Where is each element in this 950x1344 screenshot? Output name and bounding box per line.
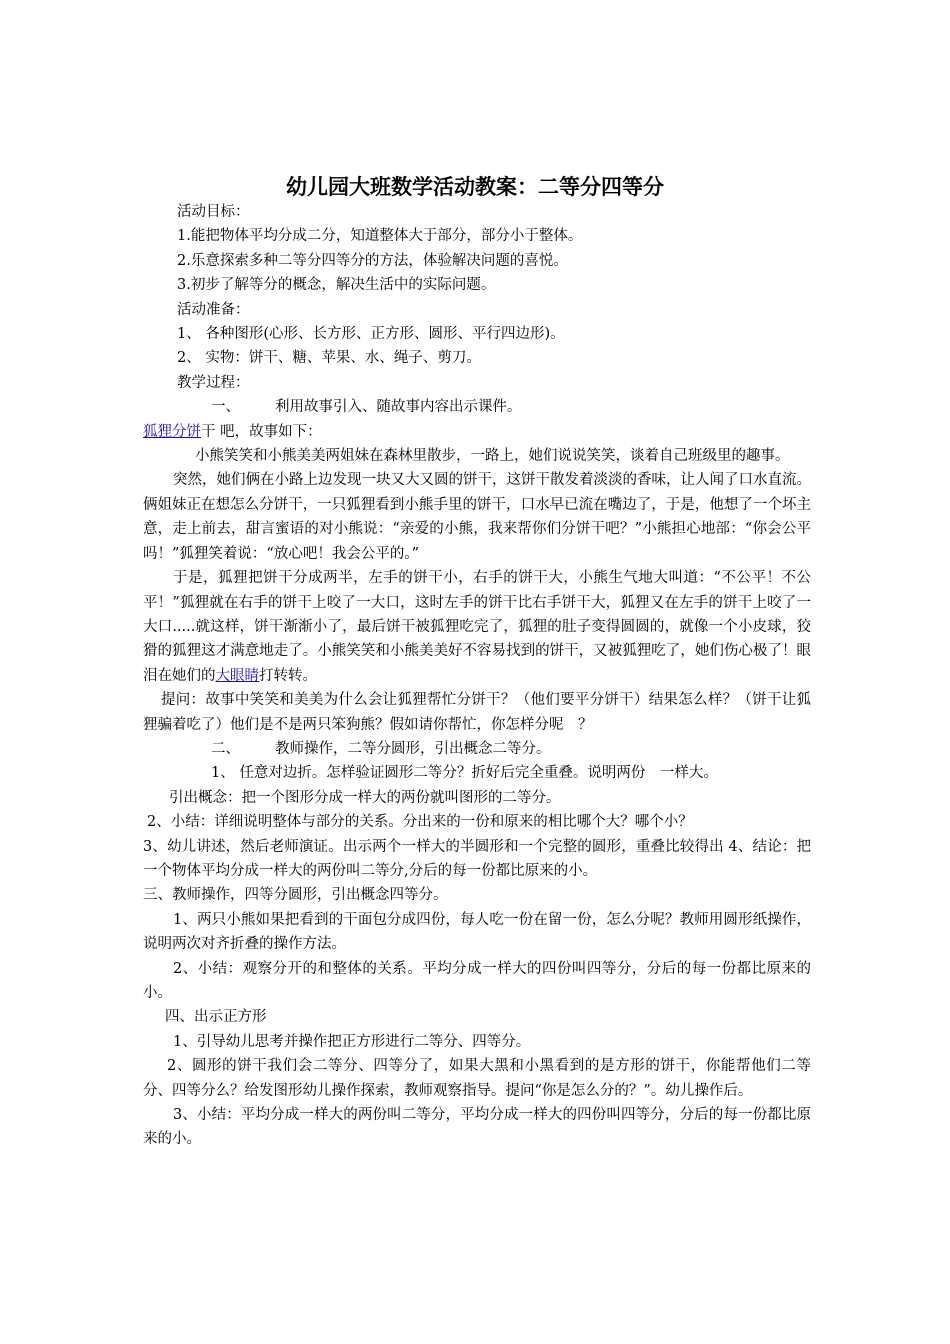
story-paragraph-1: 小熊笑笑和小熊美美两姐妹在森林里散步，一路上，她们说说笑笑，谈着自己班级里的趣事。 (195, 448, 790, 465)
step-2-item-3: 3、幼儿讲述，然后老师演证。出示两个一样大的半圆形和一个完整的圆形，重叠比较得出 4、结论：把一个物体平均分成一样大的两份叫二等分,分后的每一份都比原来的小。 (143, 838, 811, 879)
big-eyes-link[interactable]: 大眼睛 (215, 667, 259, 684)
prep-item-1: 1、 各种图形(心形、长方形、正方形、圆形、平行四边形)。 (177, 326, 565, 343)
step-2-item-2: 2、小结：详细说明整体与部分的关系。分出来的一份和原来的相比哪个大？哪个小？ (147, 814, 693, 831)
document-title: 幼儿园大班数学活动教案：二等分四等分 (286, 175, 664, 199)
prep-item-2: 2、 实物：饼干、糖、苹果、水、绳子、剪刀。 (177, 350, 481, 367)
goal-item-3: 3.初步了解等分的概念，解决生活中的实际问题。 (177, 277, 496, 294)
step-2-text: 教师操作，二等分圆形，引出概念二等分。 (275, 740, 551, 757)
step-4-item-3: 3、小结：平均分成一样大的两份叫二等分，平均分成一样大的四份叫四等分，分后的每一份都比原来的小。 (143, 1107, 811, 1148)
step-4-item-2: 2、圆形的饼干我们会二等分、四等分了，如果大黑和小黑看到的是方形的饼干，你能帮他们二等分、四等分么？给发图形幼儿操作探索，教师观察指导。提问“你是怎么分的？”。幼儿操作后。 (143, 1058, 811, 1099)
step-1 (143, 395, 811, 419)
step-3-item-2: 2、小结：观察分开的和整体的关系。平均分成一样大的四份叫四等分，分后的每一份都比原来的小。 (143, 960, 811, 1001)
step-2-concept: 引出概念：把一个图形分成一样大的两份就叫图形的二等分。 (169, 789, 561, 806)
story-paragraph-3 (143, 566, 811, 688)
story-paragraph-3-end: 打转转。 (259, 667, 317, 684)
step-1-number: 一、 (211, 399, 240, 416)
story-intro-rest: 干 吧，故事如下： (201, 423, 322, 440)
prep-heading: 活动准备： (177, 301, 250, 318)
story-paragraph-2: 突然，她们俩在小路上边发现一块又大又圆的饼干，这饼干散发着淡淡的香味，让人闻了口水直流。俩姐妹正在想怎么分饼干，一只狐狸看到小熊手里的饼干，口水早已流在嘴边了，于是，他想了一个坏主意，走上前去，甜言蜜语的对小熊说：“亲爱的小熊，我来帮你们分饼干吧？”小熊担心地部：“你会公平吗！”狐狸笑着说：“放心吧！我会公平的。” (143, 472, 811, 562)
step-2 (143, 737, 811, 761)
goal-item-1: 1.能把物体平均分成二分，知道整体大于部分，部分小于整体。 (177, 228, 583, 245)
step-2-number: 二、 (211, 740, 240, 757)
step-3: 三、教师操作，四等分圆形，引出概念四等分。 (143, 887, 448, 904)
step-4-item-1: 1、引导幼儿思考并操作把正方形进行二等分、四等分。 (173, 1033, 531, 1050)
story-link[interactable]: 狐狸分饼 (143, 423, 201, 440)
goal-item-2: 2.乐意探索多种二等分四等分的方法，体验解决问题的喜悦。 (177, 252, 568, 269)
process-heading: 教学过程： (177, 374, 250, 391)
step-3-item-1: 1、两只小熊如果把看到的干面包分成四份，每人吃一份在留一份，怎么分呢？教师用圆形纸操作，说明两次对齐折叠的操作方法。 (143, 911, 811, 953)
step-2-item-1: 1、 任意对边折。怎样验证圆形二等分？折好后完全重叠。说明两份 一样大。 (211, 765, 718, 782)
step-4: 四、出示正方形 (165, 1009, 267, 1026)
document-body (143, 200, 811, 1152)
goals-heading: 活动目标： (177, 204, 250, 220)
question-paragraph: 提问：故事中笑笑和美美为什么会让狐狸帮忙分饼干？（他们要平分饼干）结果怎么样？（饼干让狐狸骗着吃了）他们是不是两只笨狗熊？假如请你帮忙，你怎样分呢 ？ (143, 692, 811, 733)
story-intro (143, 420, 811, 444)
step-1-text: 利用故事引入、随故事内容出示课件。 (275, 399, 522, 416)
story-paragraph-3-text: 于是，狐狸把饼干分成两半，左手的饼干小，右手的饼干大，小熊生气地大叫道：“不公平！不公平！”狐狸就在右手的饼干上咬了一大口，这时左手的饼干比右手饼干大，狐狸又在左手的饼干上咬了一大口.....就这样，饼干渐渐小了，最后饼干被狐狸吃完了，狐狸的肚子变得圆圆的，就像一个小皮球，狡猾的狐狸这才满意地走了。小熊笑笑和小熊美美好不容易找到的饼干，又被狐狸吃了，她们伤心极了！眼泪在她们的 (143, 570, 811, 684)
